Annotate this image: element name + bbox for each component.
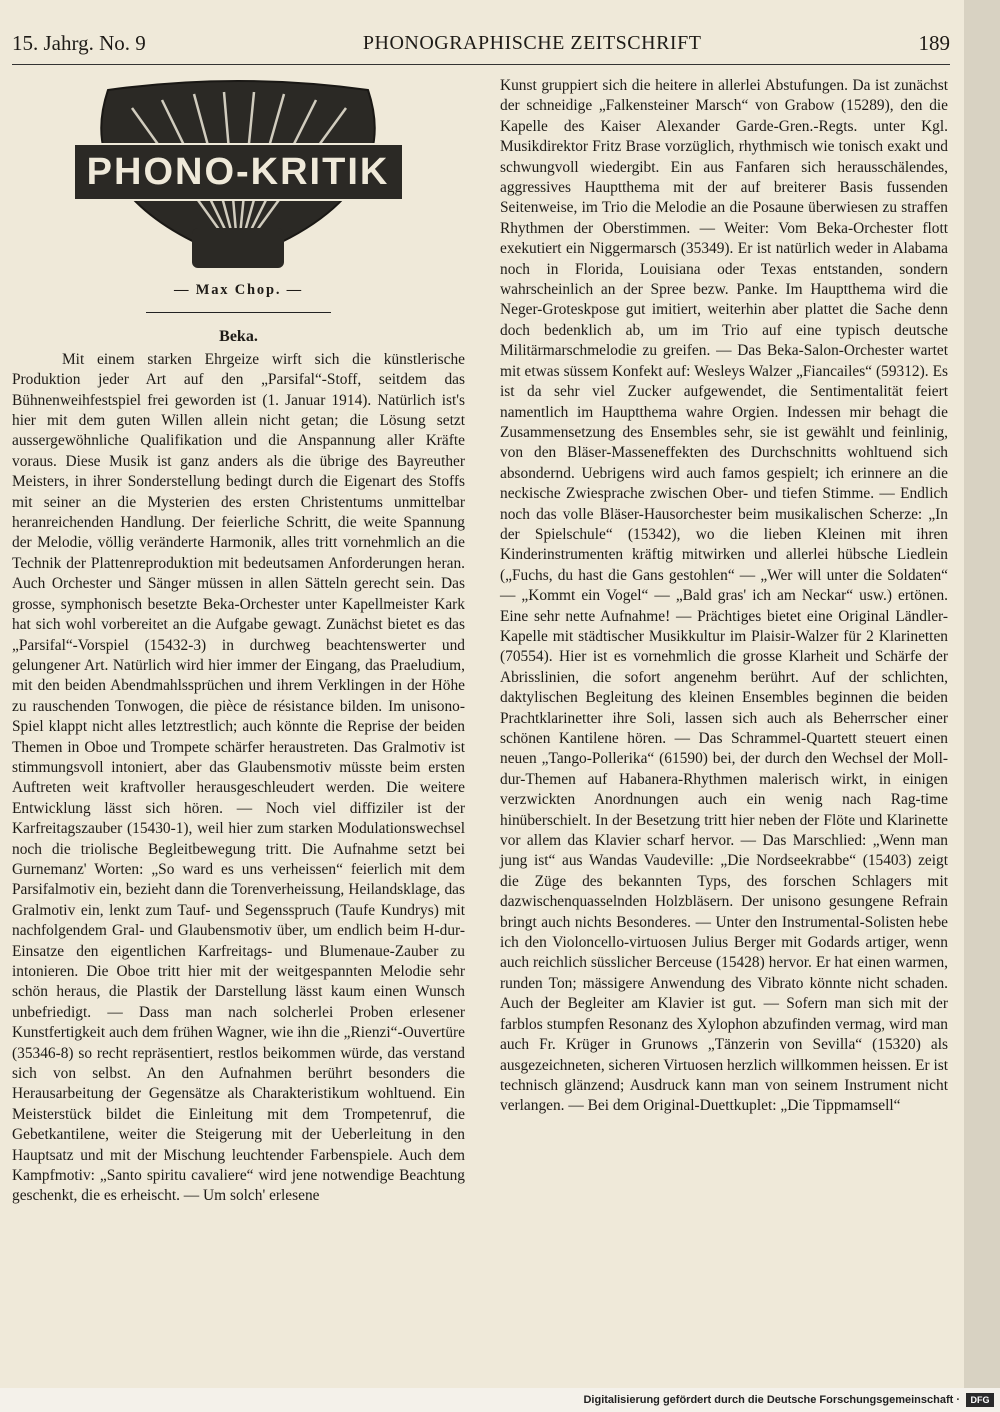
- footer-credit: Digitalisierung gefördert durch die Deutsche Forschungsgemeinschaft ·: [583, 1394, 960, 1406]
- header-rule: [12, 64, 950, 65]
- running-header: [12, 26, 950, 60]
- issue-label: 15. Jahrg. No. 9: [12, 30, 146, 55]
- right-paragraph: Kunst gruppiert sich die heitere in allerlei Abstufungen. Da ist zunächst der schneidige „Falkensteiner Marsch“ von Grabow (15289), den die Kapelle des Kaiser Alexander Garde-Gren.-Regts. unter Kgl. Musikdirektor Fritz Brase vorzüglich, rhythmisch wie tonisch exakt und schwungvoll wiedergibt. Ein aus Fanfaren sich herausschälendes, aggressives Hauptthema mit der auf breiterer Basis fussenden Seitenweise, im Trio die Melodie an die Posaune überwiesen zu straffen Rhythmen der Oberstimmen. — Weiter: Vom Beka-Orchester flott exekutiert ein Niggermarsch (35349). Er ist natürlich weder in Alabama noch in Florida, Louisiana oder Texas entstanden, sondern wahrscheinlich an der Spree bezw. Panke. Im Hauptthema wird die Neger-Groteskpose gut imitiert, weiterhin aber plattet die Sache denn doch bedenklich ab, um im Trio auf eine typisch deutsche Militärmarschmelodie zu greifen. — Das Beka-Salon-Orchester wartet mit etwas süssem Konfekt auf: Wesleys Walzer „Fiancailes“ (59312). Es ist da sehr viel Zucker aufgewendet, die Sentimentalität feiert namentlich im Hauptthema wahre Orgien. Indessen mir behagt die Zusammensetzung des Ensembles sehr, sie ist gewählt und feinlinig, von den Bläser-Masseneffekten des Durchschnitts wohltuend sich absondernd. Uebrigens wird auch famos gespielt; ich erinnere an die neckische Zwiesprache zwischen Ober- und tiefen Stimme. — Endlich noch das volle Bläser-Hausorchester beim musikalischen Scherze: „In der Spielschule“ (15342), wo die lieben Kleinen mit ihren Kinderinstrumenten kräftig mitwirken und allerlei hübsche Liedlein („Fuchs, du hast die Gans gestohlen“ — „Wer will unter die Soldaten“ — „Kommt ein Vogel“ — „Bald gras' ich am Neckar“ usw.) ertönen. Eine sehr nette Aufnahme! — Prächtiges bietet eine Original Ländler-Kapelle mit städtischer Musikkultur im Plaisir-Walzer für 2 Klarinetten (70554). Hier ist es vornehmlich die grosse Klarheit und Schärfe der Abrisslinien, die sofort angenehm berührt. Auf der schlichten, daktylischen Begleitung des kleinen Ensembles beginnen die beiden Prachtklarinetter ihre Soli, lassen sich auch als Beherrscher einer schönen Kantilene hören. — Das Schrammel-Quartett steuert einen neuen „Tango-Pollerika“ (61590) bei, der durch den Wechsel der Moll-dur-Themen auf Habanera-Rhythmen malerisch wirkt, in einigen verzwickten Anordnungen auch ein wenig nach Rag-time hinüberschielt. In der Besetzung tritt hier neben der Flöte und Klarinette vor allem das Klavier scharf hervor. — Das Marschlied: „Wenn man jung ist“ aus Wandas Vaudeville: „Die Nordseekrabbe“ (15403) zeigt die Züge des bekannten Typs, des forschen Schlagers mit dazwischenquasselnden Holzbläsern. Der unisono gesungene Refrain bringt auch nichts Besonderes. — Unter den Instrumental-Solisten hebe ich den Violoncello-virtuosen Julius Berger mit Godards artiger, wenn auch reichlich süsslicher Berceuse (15428) hervor. Er hat einen warmen, runden Ton; mässigere Anwendung des Vibrato könnte nicht schaden. Auch der Begleiter am Klavier ist gut. — Sofern man sich mit der farblos stumpfen Resonanz des Xylophon abzufinden vermag, wird man auch Fr. Krüger in Grunows „Tänzerin von Sevilla“ (15320) als ausgezeichneten, sicheren Virtuosen herzlich willkommen heissen. Er ist technisch glänzend; Ausdruck kann man von seinem Instrument nicht verlangen. — Bei dem Original-Duettkuplet: „Die Tippmamsell“: [500, 77, 948, 1115]
- page-edge: [964, 0, 1000, 1388]
- left-paragraph: Mit einem starken Ehrgeize wirft sich die künstlerische Produktion jeder Art auf den „Parsifal“-Stoff, seitdem das Bühnenweihfestspiel frei geworden ist (1. Januar 1914). Natürlich ist's hier mit dem guten Willen allein nicht getan; die Lösung setzt aussergewöhnliche Qualifikation und die Anspannung aller Kräfte voraus. Diese Musik ist ganz anders als die übrige des Bayreuther Meisters, in ihrer Sonderstellung bedingt durch die Eigenart des Stoffs mit seiner an die Mysterien des ersten Christentums unmittelbar heranreichenden Handlung. Der feierliche Schritt, die weite Spannung der Melodie, völlig veränderte Harmonik, alles tritt vornehmlich an die Technik der Plattenreproduktion mit bedeutsamen Anforderungen heran. Auch Orchester und Sänger müssen in allen Sätteln gerecht sein. Das grosse, symphonisch besetzte Beka-Orchester unter Kapellmeister Kark hat sich wohl vorbereitet an die Aufgabe gewagt. Zunächst bietet es das „Parsifal“-Vorspiel (15432-3) in durchweg beachtenswerter und gelungener Art. Natürlich wird hier immer der Eingang, das Praeludium, mit den beiden Abendmahlssprüchen und ihrem Verklingen in der Höhe zu rauschenden Tonwogen, die pièce de résistance bilden. Im unisono-Spiel klappt nicht alles letztrestlich; auch könnte die Reprise der beiden Themen in Oboe und Trompete schärfer heraustreten. Das Gralmotiv ist stimmungsvoll intoniert, aber das Glaubensmotiv müsste beim ersten Auftreten weit kraftvoller herausgeschleudert werden. Die weitere Entwicklung lässt sich hören. — Noch viel diffiziler ist der Karfreitagszauber (15430-1), weil hier zum starken Modulationswechsel noch die triolische Begleitbewegung tritt. Die Aufnahme setzt bei Gurnemanz' Worten: „So ward es uns verheissen“ feierlich mit dem Parsifalmotiv ein, bezieht dann die Torenverheissung, Heilandsklage, das Gralmotiv ein, lenkt zum Tauf- und Segensspruch (Taufe Kundrys) mit nachfolgendem Gral- und Glaubensmotiv über, um endlich beim H-dur-Einsatze den eigentlichen Karfreitags- und Blumenaue-Zauber zu intonieren. Die Oboe tritt hier mit der weitgespannten Melodie sehr schön heraus, die Plastik der Darstellung lässt kaum einen Wunsch unbefriedigt. — Dass man nach solcherlei Proben erlesener Kunstfertigkeit auch dem frühen Wagner, wie ihn die „Rienzi“-Ouvertüre (35346-8) so recht repräsentiert, restlos beikommen würde, das verstand sich von selbst. An den Aufnahmen berührt besonders die Herausarbeitung der Gegensätze als Charakteristikum wohltuend. Ein Meisterstück bildet die Einleitung mit dem Trompetenruf, die Gebetkantilene, weiter die Steigerung mit der Ueberleitung in den Hauptsatz und mit der Mischung leuchtender Farbenspiele. Auch dem Kampfmotiv: „Santo spiritu cavaliere“ wird jene notwendige Beachtung geschenkt, die es erheischt. — Um solch' erlesene: [12, 350, 465, 1205]
- logo-text: PHONO-KRITIK: [86, 151, 390, 193]
- page-number: 189: [918, 30, 950, 55]
- section-title: Beka.: [219, 328, 258, 346]
- footer-bar: [0, 1388, 1000, 1412]
- right-column: [500, 76, 948, 1117]
- left-column: [12, 78, 465, 1207]
- author-line: — Max Chop. —: [174, 282, 303, 298]
- logo-graphic: [12, 78, 465, 274]
- journal-title: PHONOGRAPHISCHE ZEITSCHRIFT: [362, 31, 702, 54]
- author-rule: [146, 312, 331, 313]
- phono-kritik-logo: [12, 78, 465, 274]
- dfg-badge: DFG: [966, 1393, 994, 1407]
